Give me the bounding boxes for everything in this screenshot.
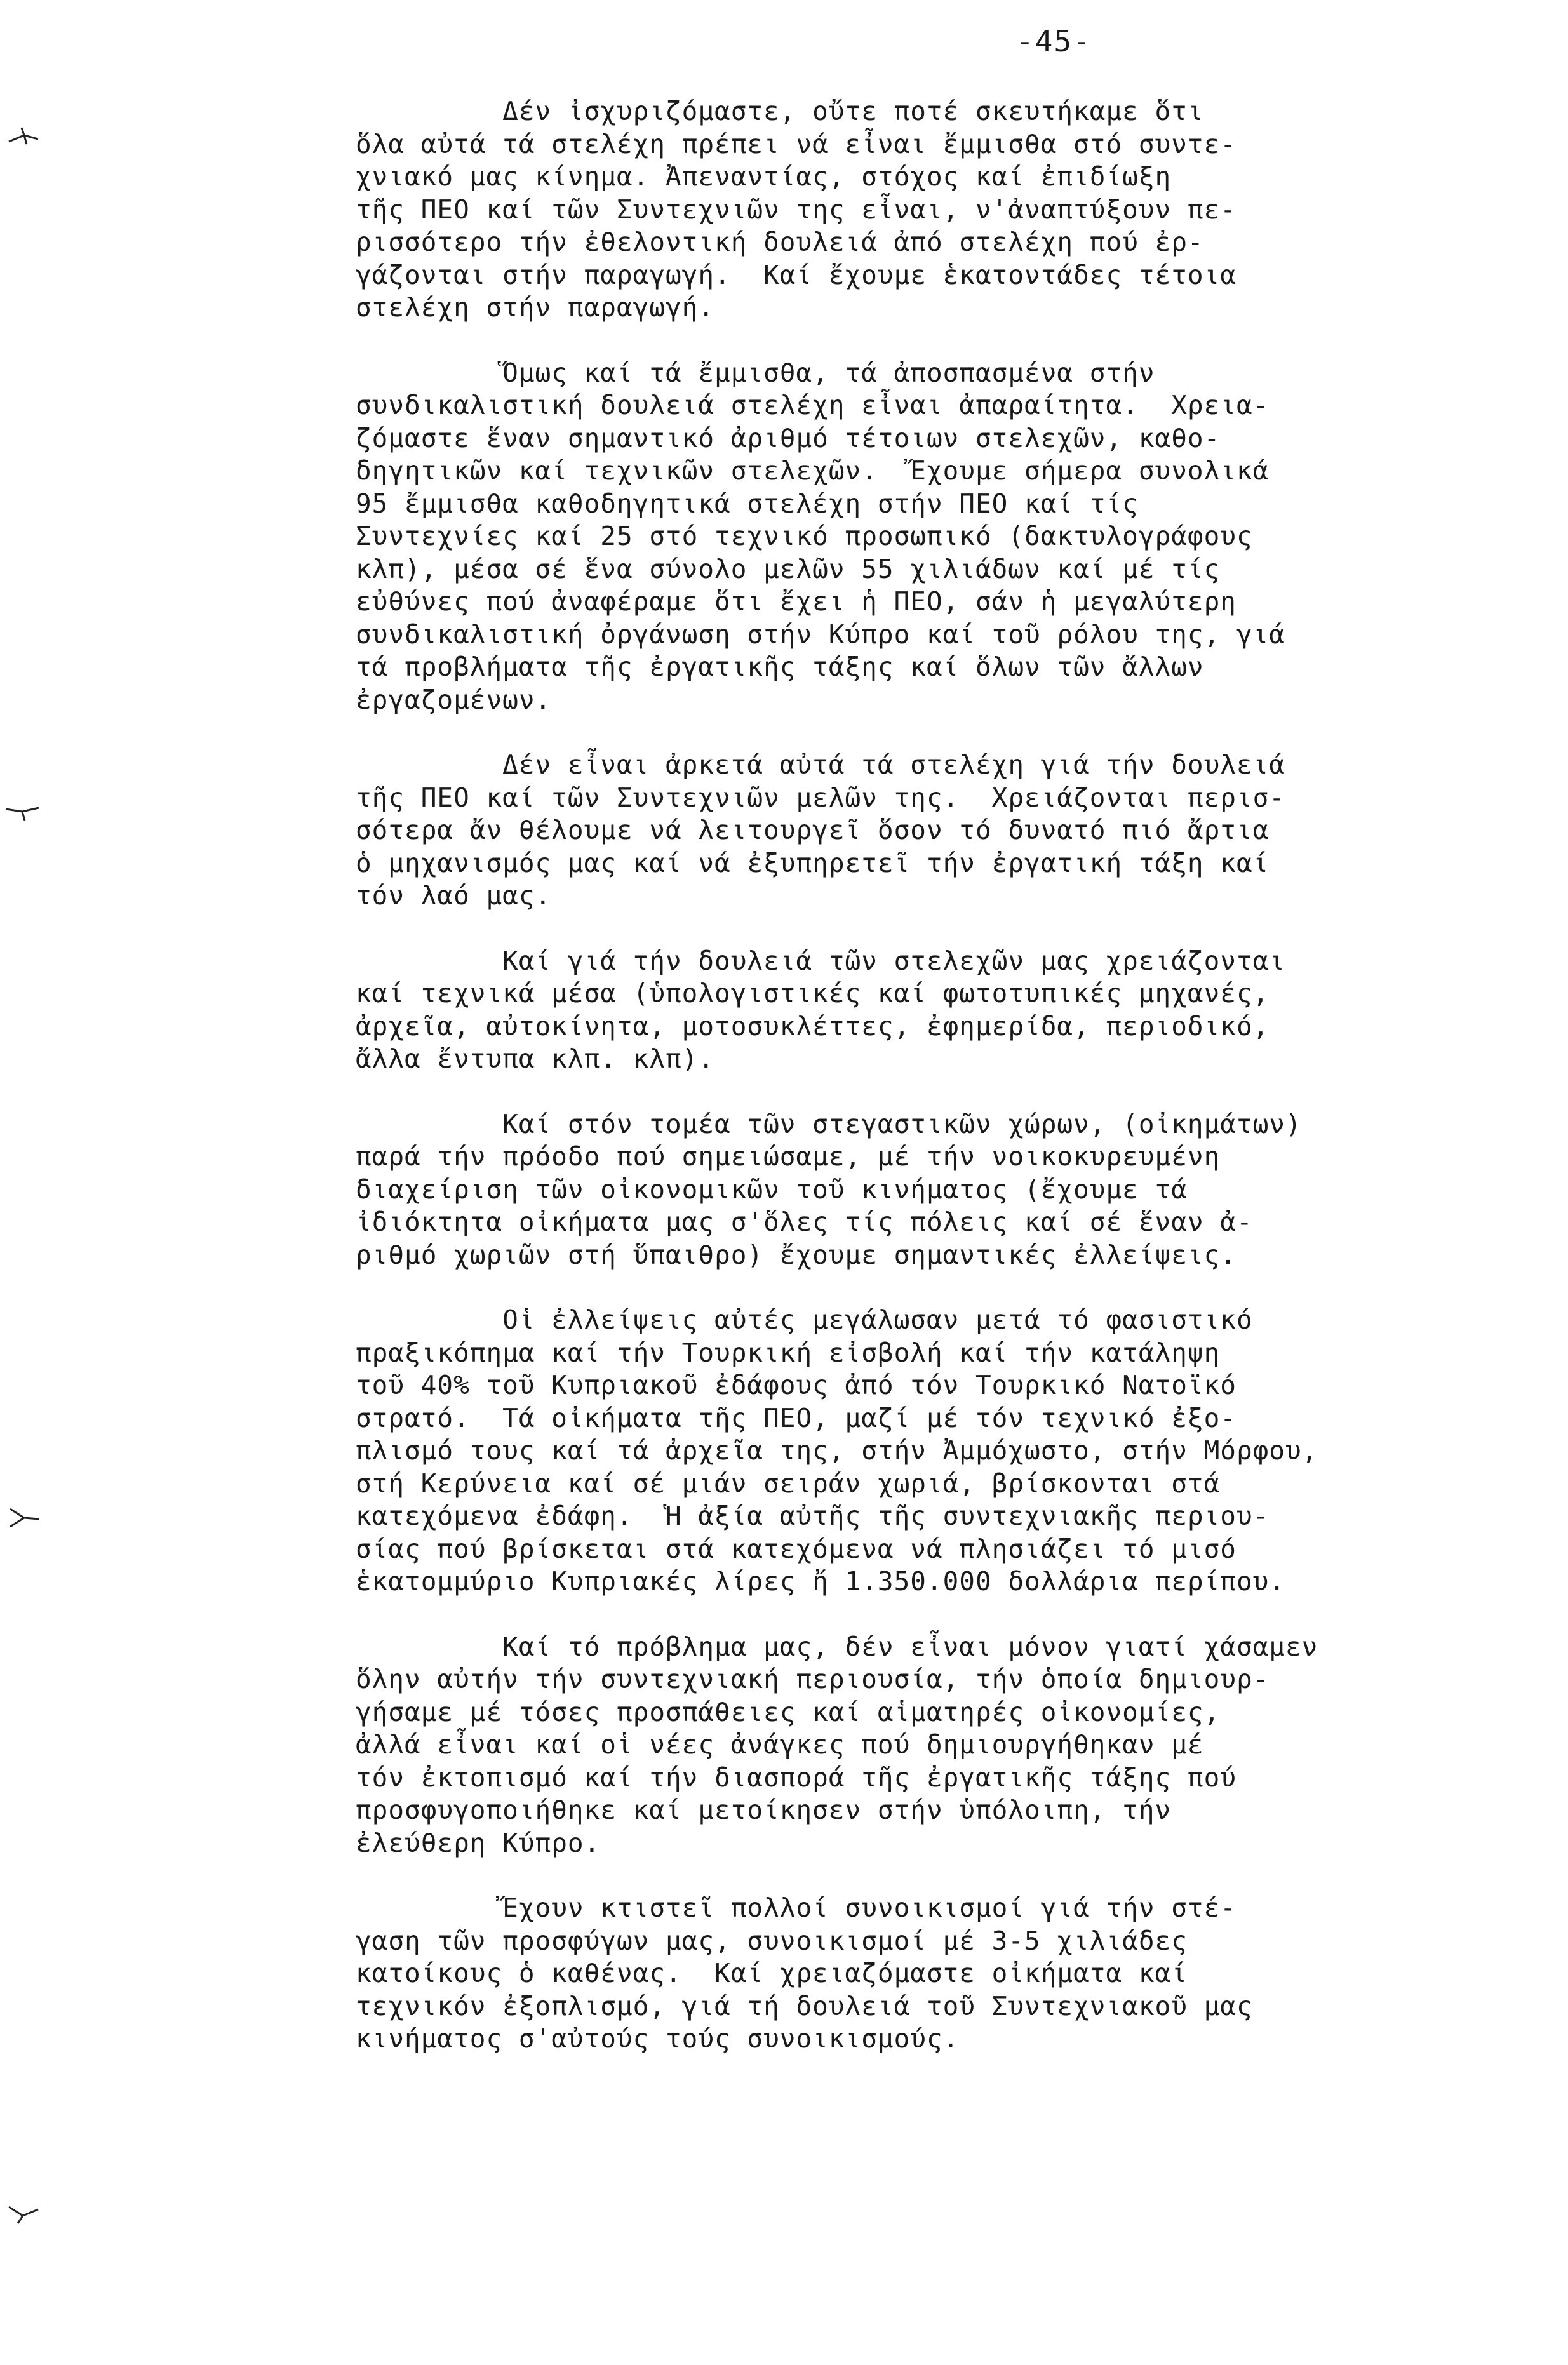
paragraph-1: Δέν ἰσχυριζόμαστε, οὔτε ποτέ σκευτήκαμε ὅτι ὅλα αὐτά τά στελέχη πρέπει νά εἶναι ἔμμισθα στό συντε- χνιακό μας κίνημα. Ἀπεναντίας, στόχος καί ἐπιδίωξη τῆς ΠΕΟ καί τῶν Συντεχνιῶν της εἶναι, ν'ἀναπτύξουν πε- ρισσότερο τήν ἐθελοντική δουλειά ἀπό στελέχη πού ἐρ- γάζονται στήν παραγωγή. Καί ἔχουμε ἑκατοντάδες τέτοια στελέχη στήν παραγωγή. bbox=[356, 96, 1236, 323]
paragraph-2: Ὅμως καί τά ἔμμισθα, τά ἀποσπασμένα στήν συνδικαλιστική δουλειά στελέχη εἶναι ἀπαραίτητα. Χρεια- ζόμαστε ἕναν σημαντικό ἀριθμό τέτοιων στελεχῶν, καθο- δηγητικῶν καί τεχνικῶν στελεχῶν. Ἔχουμε σήμερα συνολικά 95 ἔμμισθα καθοδηγητικά στελέχη στήν ΠΕΟ καί τίς Συντεχνίες καί 25 στό τεχνικό προσωπικό (δακτυλογράφους κλπ), μέσα σέ ἕνα σύνολο μελῶν 55 χιλιάδων καί μέ τίς εὐθύνες πού ἀναφέραμε ὅτι ἔχει ἡ ΠΕΟ, σάν ἡ μεγαλύτερη συνδικαλιστική ὀργάνωση στήν Κύπρο καί τοῦ ρόλου της, γιά τά προβλήματα τῆς ἐργατικῆς τάξης καί ὅλων τῶν ἄλλων ἐργαζομένων. bbox=[356, 357, 1285, 715]
scan-mark-icon bbox=[3, 800, 41, 826]
page-number: -45- bbox=[1016, 24, 1092, 58]
paragraph-6: Οἱ ἐλλείψεις αὐτές μεγάλωσαν μετά τό φασιστικό πραξικόπημα καί τήν Τουρκική εἰσβολή καί τήν κατάληψη τοῦ 40% τοῦ Κυπριακοῦ ἐδάφους ἀπό τόν Τουρκικό Νατοϊκό στρατό. Τά οἰκήματα τῆς ΠΕΟ, μαζί μέ τόν τεχνικό ἐξο- πλισμό τους καί τά ἀρχεῖα της, στήν Ἀμμόχωστο, στήν Μόρφου, στή Κερύνεια καί σέ μιάν σειράν χωριά, βρίσκονται στά κατεχόμενα ἐδάφη. Ἡ ἀξία αὐτῆς τῆς συντεχνιακῆς περιου- σίας πού βρίσκεται στά κατεχόμενα νά πλησιάζει τό μισό ἑκατομμύριο Κυπριακές λίρες ἤ 1.350.000 δολλάρια περίπου. bbox=[356, 1304, 1318, 1597]
paragraph-3: Δέν εἶναι ἀρκετά αὐτά τά στελέχη γιά τήν δουλειά τῆς ΠΕΟ καί τῶν Συντεχνιῶν μελῶν της. Χρειάζονται περισ- σότερα ἄν θέλουμε νά λειτουργεῖ ὅσον τό δυνατό πιό ἄρτια ὁ μηχανισμός μας καί νά ἐξυπηρετεῖ τήν ἐργατική τάξη καί τόν λαό μας. bbox=[356, 749, 1285, 911]
paragraph-7: Καί τό πρόβλημα μας, δέν εἶναι μόνον γιατί χάσαμεν ὅλην αὐτήν τήν συντεχνιακή περιουσία, τήν ὁποία δημιουρ- γήσαμε μέ τόσες προσπάθειες καί αἱματηρές οἰκονομίες, ἀλλά εἶναι καί οἱ νέες ἀνάγκες πού δημιουργήθηκαν μέ τόν ἐκτοπισμό καί τήν διασπορά τῆς ἐργατικῆς τάξης πού προσφυγοποιήθηκε καί μετοίκησεν στήν ὑπόλοιπη, τήν ἐλεύθερη Κύπρο. bbox=[356, 1631, 1318, 1858]
scan-mark-icon bbox=[5, 2201, 43, 2226]
scan-mark-icon bbox=[5, 124, 43, 149]
scan-mark-icon bbox=[5, 1505, 43, 1531]
paragraph-5: Καί στόν τομέα τῶν στεγαστικῶν χώρων, (οἰκημάτων) παρά τήν πρόοδο πού σημειώσαμε, μέ τήν νοικοκυρευμένη διαχείριση τῶν οἰκονομικῶν τοῦ κινήματος (ἔχουμε τά ἰδιόκτητα οἰκήματα μας σ'ὅλες τίς πόλεις καί σέ ἕναν ἀ- ριθμό χωριῶν στή ὕπαιθρο) ἔχουμε σημαντικές ἐλλείψεις. bbox=[356, 1108, 1302, 1270]
paragraph-8: Ἔχουν κτιστεῖ πολλοί συνοικισμοί γιά τήν στέ- γαση τῶν προσφύγων μας, συνοικισμοί μέ 3-5 χιλιάδες κατοίκους ὁ καθένας. Καί χρειαζόμαστε οἰκήματα καί τεχνικόν ἐξοπλισμό, γιά τή δουλειά τοῦ Συντεχνιακοῦ μας κινήματος σ'αὐτούς τούς συνοικισμούς. bbox=[356, 1893, 1253, 2054]
document-body bbox=[356, 95, 1486, 2088]
paragraph-4: Καί γιά τήν δουλειά τῶν στελεχῶν μας χρειάζονται καί τεχνικά μέσα (ὑπολογιστικές καί φωτοτυπικές μηχανές, ἀρχεῖα, αὐτοκίνητα, μοτοσυκλέττες, ἐφημερίδα, περιοδικό, ἄλλα ἔντυπα κλπ. κλπ). bbox=[356, 945, 1285, 1074]
